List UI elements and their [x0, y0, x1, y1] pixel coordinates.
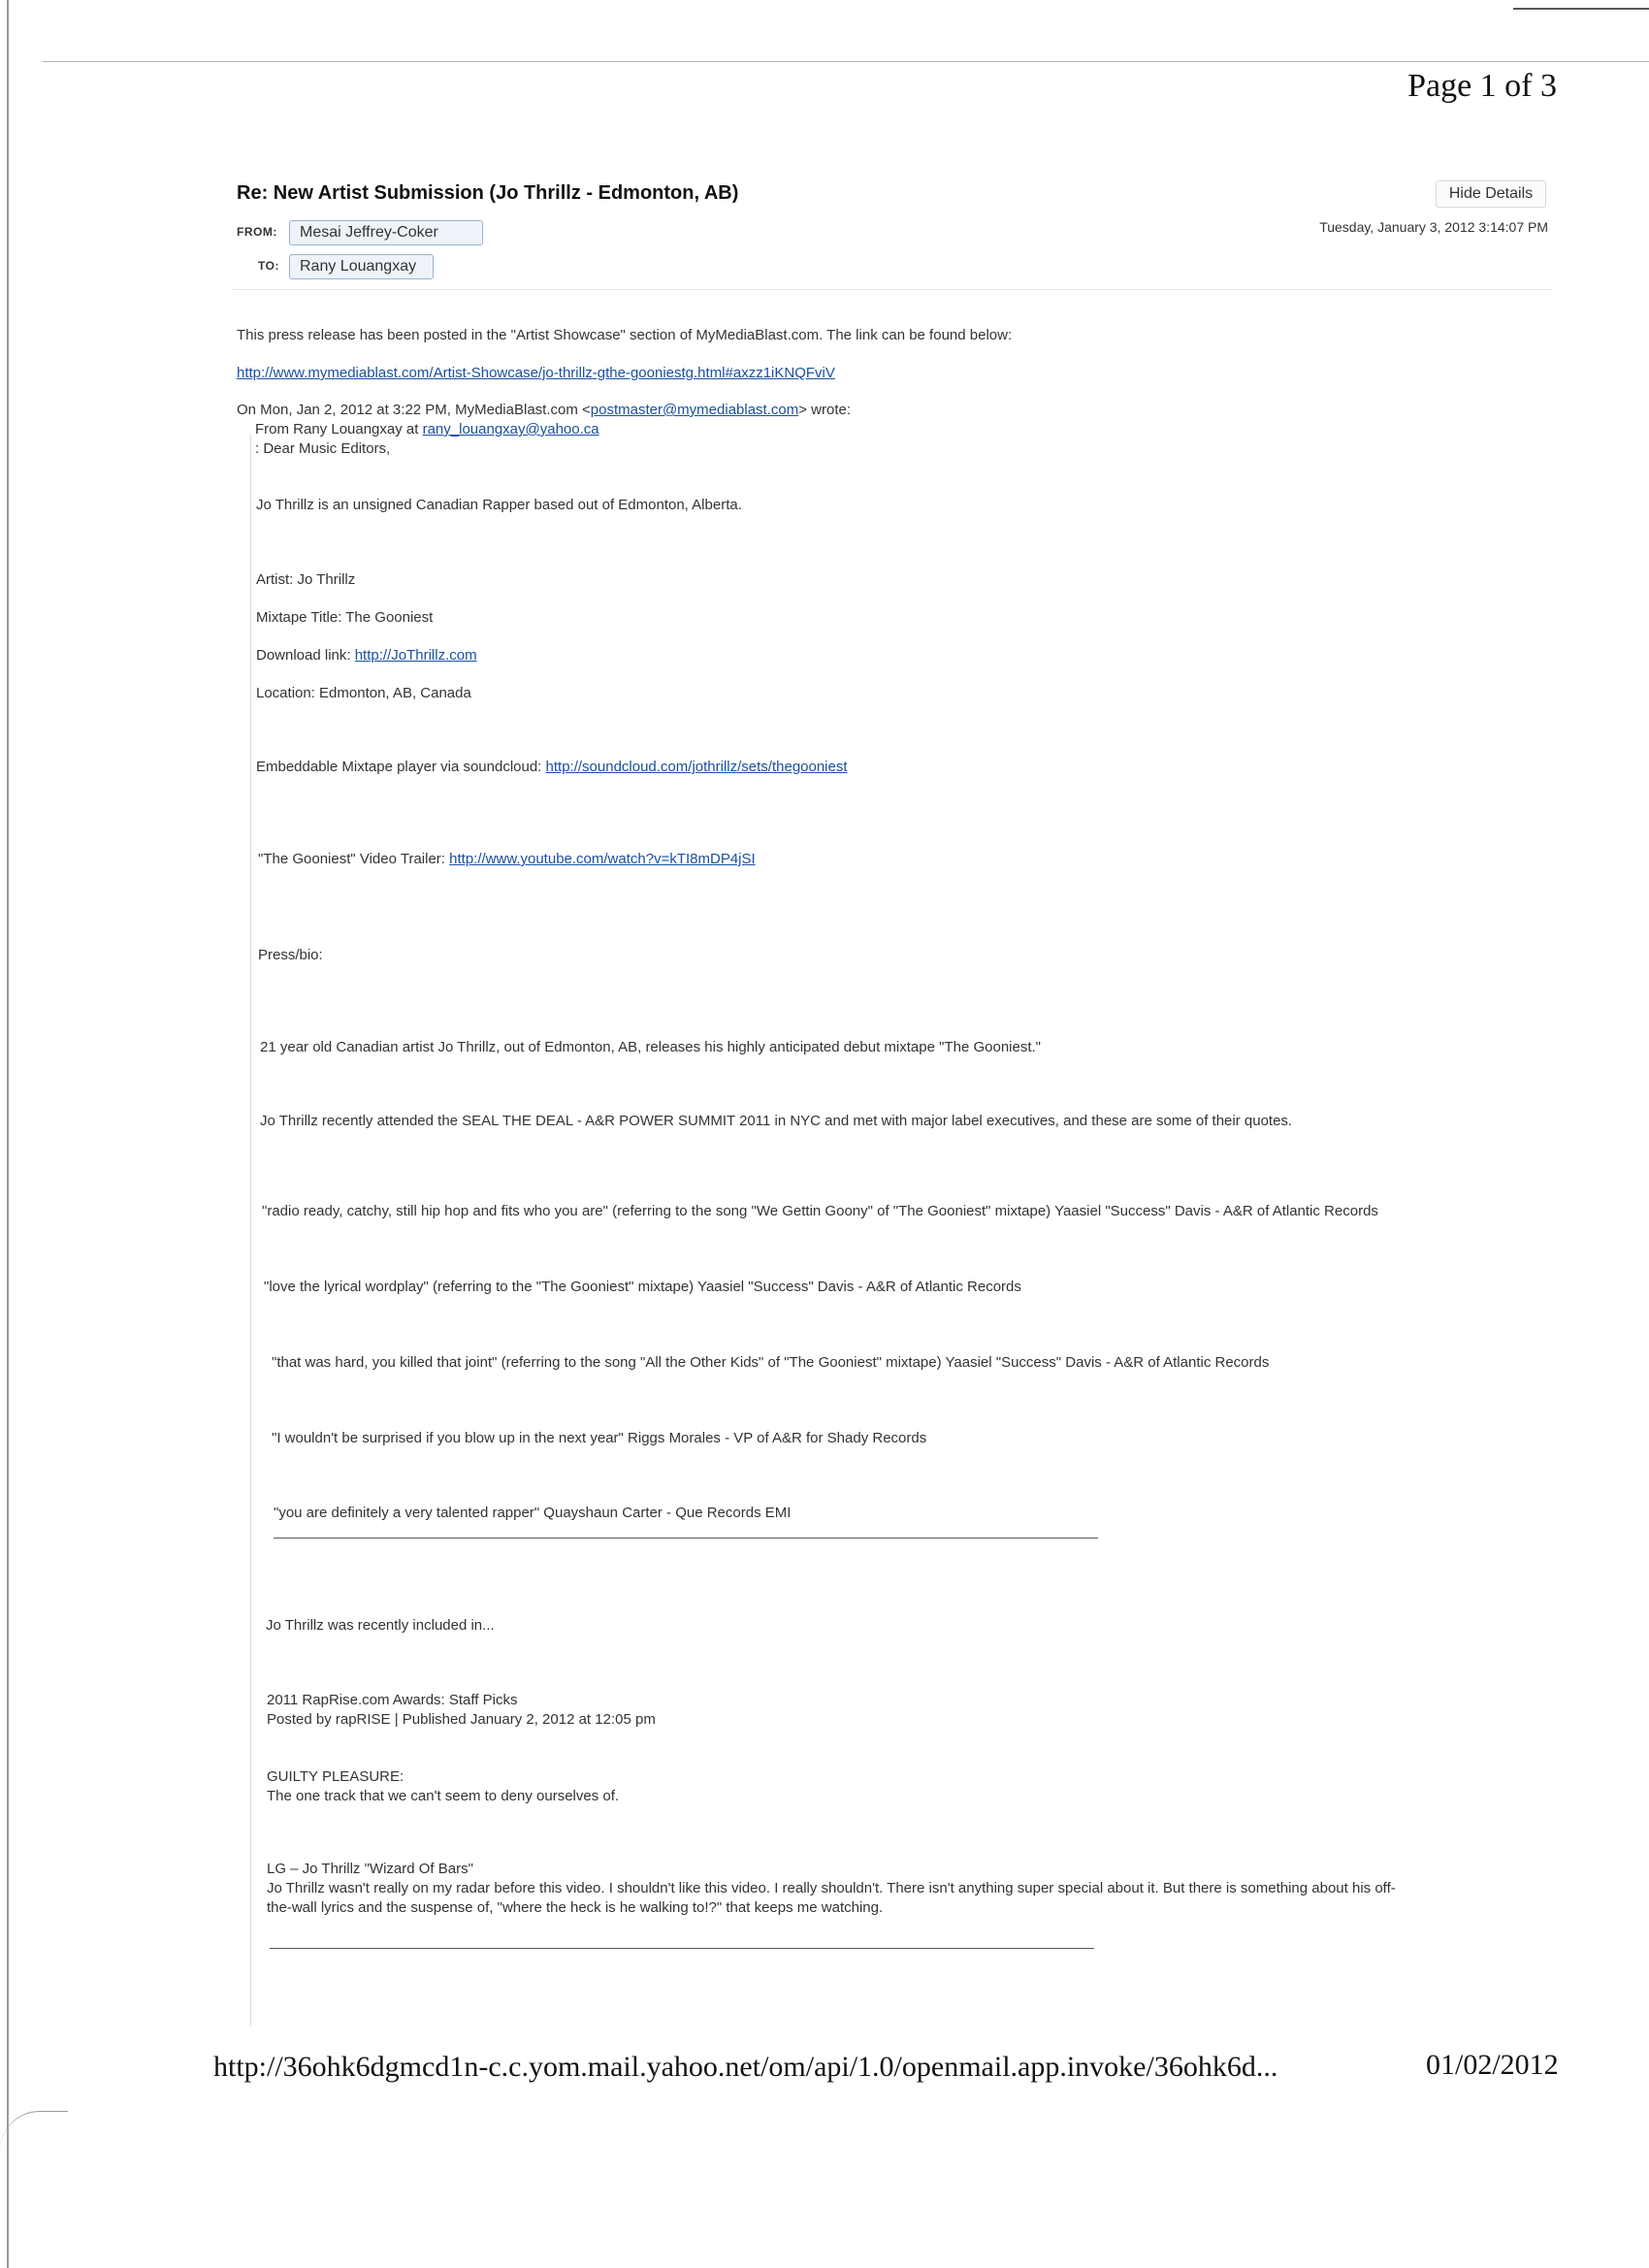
- scan-corner-mark: [0, 2111, 68, 2151]
- email-subject: Re: New Artist Submission (Jo Thrillz - Edmonton, AB): [237, 182, 739, 204]
- quote-1: "radio ready, catchy, still hip hop and fits who you are" (referring to the song "We Gettin Goony" of "The Gooniest" mixtape) Yaasiel "Success" Davis - A&R of Atlantic Records: [262, 1203, 1378, 1219]
- lg-title: LG – Jo Thrillz "Wizard Of Bars": [267, 1861, 473, 1877]
- lg-line-1: Jo Thrillz wasn't really on my radar before this video. I shouldn't like this video. I really shouldn't. There isn't anything super special about it. But there is something about his off-: [267, 1880, 1396, 1896]
- download-line: [256, 647, 477, 664]
- soundcloud-link[interactable]: http://soundcloud.com/jothrillz/sets/thegooniest: [545, 759, 848, 775]
- divider-rule-2: [270, 1948, 1094, 1949]
- scan-edge-top: [43, 61, 1649, 62]
- intro-paragraph: Jo Thrillz is an unsigned Canadian Rapper based out of Edmonton, Alberta.: [256, 497, 742, 513]
- from-chip[interactable]: Mesai Jeffrey-Coker: [289, 220, 483, 245]
- to-label: TO:: [258, 259, 279, 273]
- included-line: Jo Thrillz was recently included in...: [266, 1617, 495, 1634]
- postmaster-email-link[interactable]: postmaster@mymediablast.com: [590, 402, 799, 418]
- quote-4: "I wouldn't be surprised if you blow up in the next year" Riggs Morales - VP of A&R for Shady Records: [272, 1430, 927, 1446]
- embed-prefix: Embeddable Mixtape player via soundcloud:: [256, 759, 546, 775]
- wrote-suffix: > wrote:: [798, 402, 852, 418]
- bio-paragraph: 21 year old Canadian artist Jo Thrillz, out of Edmonton, AB, releases his highly anticipated debut mixtape "The Gooniest.": [260, 1039, 1041, 1055]
- guilty-pleasure-desc: The one track that we can't seem to deny ourselves of.: [267, 1788, 620, 1804]
- embed-line: [256, 759, 848, 775]
- trailer-line: [258, 851, 756, 867]
- quote-3: "that was hard, you killed that joint" (referring to the song "All the Other Kids" of "The Gooniest" mixtape) Yaasiel "Success" Davis - A&R of Atlantic Records: [272, 1354, 1270, 1371]
- header-divider: [233, 289, 1552, 290]
- lg-line-2: the-wall lyrics and the suspense of, "where the heck is he walking to!?" that keeps me watching.: [267, 1899, 884, 1916]
- mixtape-title-line: Mixtape Title: The Gooniest: [256, 609, 434, 626]
- summit-paragraph: Jo Thrillz recently attended the SEAL THE DEAL - A&R POWER SUMMIT 2011 in NYC and met with major label executives, and these are some of their quotes.: [260, 1113, 1293, 1129]
- from-line: [255, 421, 599, 437]
- youtube-link[interactable]: http://www.youtube.com/watch?v=kTI8mDP4jSI: [449, 851, 756, 867]
- download-prefix: Download link:: [256, 647, 355, 664]
- greeting: : Dear Music Editors,: [255, 440, 391, 457]
- trailer-prefix: "The Gooniest" Video Trailer:: [258, 851, 450, 867]
- award-posted: Posted by rapRISE | Published January 2, 2012 at 12:05 pm: [267, 1711, 656, 1728]
- email-date: Tuesday, January 3, 2012 3:14:07 PM: [1319, 219, 1548, 235]
- quote-2: "love the lyrical wordplay" (referring to the "The Gooniest" mixtape) Yaasiel "Success" Davis - A&R of Atlantic Records: [264, 1279, 1021, 1295]
- location-line: Location: Edmonton, AB, Canada: [256, 685, 471, 701]
- from-line-prefix: From Rany Louangxay at: [255, 421, 423, 437]
- award-title: 2011 RapRise.com Awards: Staff Picks: [267, 1692, 518, 1708]
- quote-bar: [250, 435, 251, 2025]
- scan-edge-left: [7, 0, 9, 2268]
- download-link[interactable]: http://JoThrillz.com: [354, 647, 477, 664]
- scan-edge-mark: [1513, 8, 1649, 10]
- wrote-prefix: On Mon, Jan 2, 2012 at 3:22 PM, MyMediaBlast.com <: [237, 402, 591, 418]
- quote-5: "you are definitely a very talented rapper" Quayshaun Carter - Que Records EMI: [274, 1505, 792, 1521]
- page-number: Page 1 of 3: [1407, 68, 1557, 104]
- showcase-link[interactable]: http://www.mymediablast.com/Artist-Showcase/jo-thrillz-gthe-gooniestg.html#axzz1iKNQFviV: [237, 365, 835, 381]
- hide-details-button[interactable]: Hide Details: [1436, 180, 1546, 208]
- artist-line: Artist: Jo Thrillz: [256, 571, 356, 588]
- divider-rule-1: [274, 1538, 1098, 1539]
- footer-url: http://36ohk6dgmcd1n-c.c.yom.mail.yahoo.net/om/api/1.0/openmail.app.invoke/36ohk6d...: [213, 2051, 1278, 2083]
- wrote-line: [237, 402, 851, 418]
- intro-text: This press release has been posted in the "Artist Showcase" section of MyMediaBlast.com. The link can be found below:: [237, 327, 1013, 343]
- press-bio-label: Press/bio:: [258, 947, 323, 963]
- to-chip[interactable]: Rany Louangxay: [289, 254, 434, 279]
- rany-email-link[interactable]: rany_louangxay@yahoo.ca: [422, 421, 599, 437]
- footer-date: 01/02/2012: [1426, 2049, 1559, 2081]
- showcase-link-line: [237, 365, 835, 381]
- guilty-pleasure-heading: GUILTY PLEASURE:: [267, 1768, 404, 1785]
- from-label: FROM:: [237, 225, 277, 239]
